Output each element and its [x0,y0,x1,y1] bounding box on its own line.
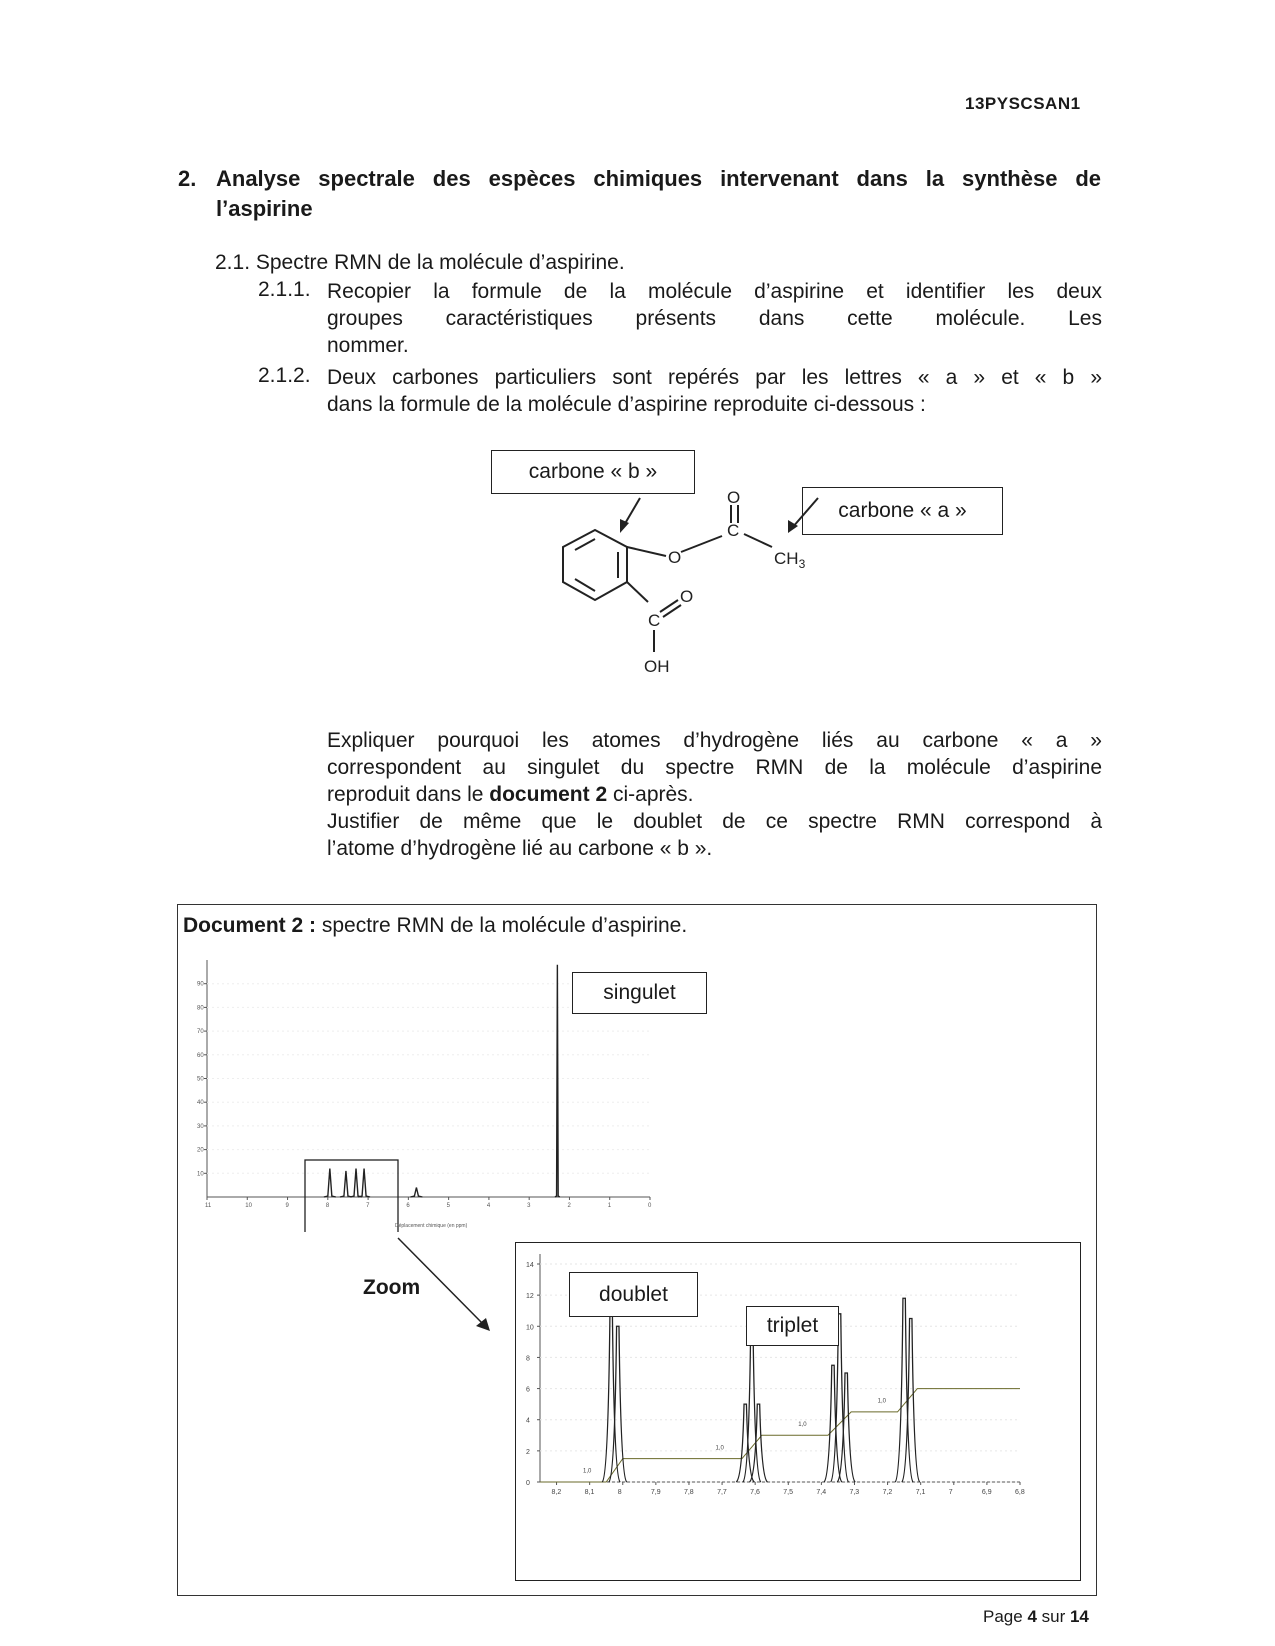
zoom-peak [743,1329,761,1482]
main-peak [340,1171,352,1197]
zoom-y-tick-label: 10 [526,1324,534,1332]
main-y-tick-label: 30 [197,1123,204,1130]
zoom-peak [837,1373,855,1482]
zoom-x-tick-label: 8,2 [551,1489,562,1496]
explanation-line5: l’atome d’hydrogène lié au carbone « b ». [327,837,713,860]
main-x-tick-label: 11 [205,1203,212,1209]
zoom-x-tick-label: 6,8 [1015,1489,1025,1496]
main-x-tick-label: 9 [285,1203,289,1209]
zoom-x-tick-label: 7,2 [882,1489,893,1496]
page-footer: Page 4 sur 14 [983,1607,1089,1626]
main-x-tick-label: 0 [648,1203,652,1209]
explanation-line2: correspondent au singulet du spectre RMN de la molécule d’aspirine [327,756,1102,779]
atom-CH3: $CH_3$ [774,549,806,571]
main-peak [555,965,560,1197]
carbon-a-label: carbone « a » [802,487,1003,535]
question-2-1-2 [327,364,1102,418]
document-2-title: Document 2 : spectre RMN de la molécule d’aspirine. [183,914,688,937]
atom-OH: OH [644,657,670,676]
main-x-tick-label: 6 [406,1203,410,1209]
zoom-y-tick-label: 12 [526,1293,534,1301]
main-x-tick-label: 3 [527,1203,531,1209]
main-x-axis-caption: Déplacement chimique (en ppm) [395,1223,468,1229]
main-x-tick-label: 1 [607,1203,612,1209]
integration-label: 1,0 [877,1398,886,1405]
zoom-label: Zoom [363,1276,421,1299]
main-y-tick-label: 60 [197,1052,204,1059]
main-x-tick-label: 4 [486,1203,491,1209]
atom-O-ester: O [668,548,682,567]
main-y-tick-label: 90 [197,981,204,988]
zoom-y-tick-label: 0 [526,1480,530,1487]
zoom-x-tick-label: 7 [948,1489,953,1496]
section-title-line1: Analyse spectrale des espèces chimiques intervenant dans la synthèse de [216,166,1101,191]
zoom-y-tick-label: 4 [526,1417,530,1425]
singulet-label: singulet [572,972,707,1014]
zoom-x-tick-label: 7,3 [849,1489,860,1496]
question-2-1-2-line1: Deux carbones particuliers sont repérés par les lettres « a » et « b » [327,366,1102,389]
zoom-y-tick-label: 6 [526,1386,530,1394]
arrow-a [792,498,818,528]
main-y-tick-label: 10 [197,1171,204,1178]
section-number: 2. [178,166,197,191]
zoom-arrow [390,1230,500,1340]
zoom-x-tick-label: 7,4 [816,1489,827,1496]
main-x-tick-label: 10 [245,1203,252,1209]
main-y-tick-label: 20 [197,1147,204,1154]
zoom-x-tick-label: 8 [617,1489,622,1496]
atom-O-carbonyl: O [727,490,741,507]
main-y-tick-label: 80 [197,1005,204,1012]
question-2-1-2-number: 2.1.2. [258,364,311,387]
question-2-1-1-number: 2.1.1. [258,278,311,301]
zoom-x-tick-label: 7,7 [717,1489,727,1496]
main-x-tick-label: 8 [325,1203,330,1209]
question-2-1-1 [327,278,1102,359]
zoom-x-tick-label: 6,9 [981,1489,992,1496]
main-y-tick-label: 40 [197,1100,204,1107]
explanation-line4: Justifier de même que le doublet de ce spectre RMN correspond à [327,810,1102,833]
zoom-x-tick-label: 7,6 [750,1489,760,1496]
zoom-y-tick-label: 14 [526,1262,534,1269]
atom-C-acid: C [648,611,661,630]
main-y-tick-label: 70 [197,1029,204,1036]
integration-label: 1,0 [798,1421,807,1428]
zoom-x-tick-label: 7,8 [683,1489,694,1496]
zoom-peak [602,1311,620,1482]
carbon-b-label: carbone « b » [491,450,695,494]
zoom-x-tick-label: 8,1 [584,1489,595,1496]
main-y-tick-label: 50 [197,1076,204,1083]
triplet-label: triplet [746,1306,839,1346]
explanation-line1: Expliquer pourquoi les atomes d’hydrogène liés au carbone « a » [327,729,1102,752]
subsection-2-1: 2.1. Spectre RMN de la molécule d’aspirine. [215,251,625,274]
atom-O-acid: O [680,587,694,606]
section-title-line2: l’aspirine [216,196,313,221]
integration-label: 1,0 [583,1468,592,1475]
zoom-x-tick-label: 7,9 [650,1489,661,1496]
question-2-1-1-line1: Recopier la formule de la molécule d’aspirine et identifier les deux [327,280,1102,303]
question-2-1-1-line2: groupes caractéristiques présents dans cette molécule. Les [327,307,1102,330]
zoom-y-tick-label: 2 [526,1448,530,1456]
zoom-x-tick-label: 7,1 [915,1489,926,1496]
zoom-x-tick-label: 7,5 [783,1489,794,1496]
main-peak [324,1169,336,1197]
main-peak [350,1169,362,1197]
main-x-tick-label: 7 [366,1203,370,1209]
atom-C-ester: C [727,521,740,540]
aspirin-structure [530,490,830,710]
integration-label: 1,0 [715,1445,724,1452]
zoom-y-tick-label: 8 [526,1355,530,1363]
question-2-1-2-line2: dans la formule de la molécule d’aspirine reproduite ci-dessous : [327,393,926,416]
explanation-line3: reproduit dans le document 2 ci-après. [327,783,694,806]
main-x-tick-label: 2 [567,1203,571,1209]
doublet-label: doublet [569,1272,698,1317]
page-code: 13PYSCSAN1 [965,94,1081,113]
main-x-tick-label: 5 [446,1203,450,1209]
question-2-1-1-line3: nommer. [327,334,409,357]
zoom-peak [902,1319,920,1483]
main-peak [410,1188,422,1197]
explanation-paragraph [327,727,1102,862]
